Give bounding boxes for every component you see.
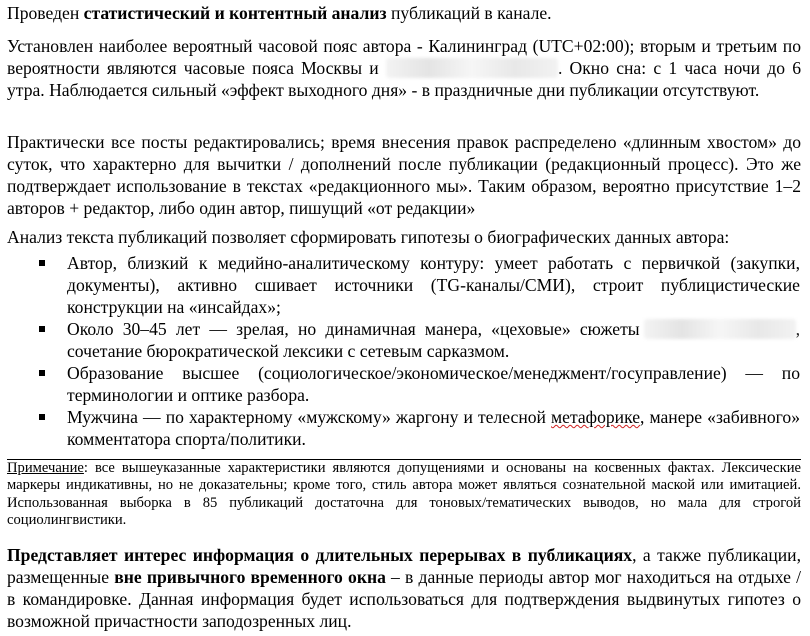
note-paragraph bbox=[7, 460, 801, 530]
list-item bbox=[0, 252, 800, 318]
list-item-text: Автор, близкий к медийно-аналитическому контуру: умеет работать с первичкой (закупки, документы), активно сшивает источники (TG-каналы/СМИ), строит публицистические конструкции на «инсайдах»; bbox=[67, 253, 800, 317]
bullet-square-icon bbox=[39, 326, 45, 332]
timezone-paragraph bbox=[7, 35, 801, 101]
list-item-text: Мужчина — по характерному «мужскому» жаргону и телесной bbox=[67, 407, 552, 427]
hypotheses-intro: Анализ текста публикаций позволяет сформировать гипотезы о биографических данных автора: bbox=[7, 227, 730, 247]
note-label: Примечание bbox=[7, 460, 84, 476]
timezone-text-end: . Окно сна: с 1 часа ночи до 6 утра. Наблюдается сильный «эффект выходного дня» - в праздничные дни публикации отсутствуют. bbox=[7, 58, 802, 100]
list-item-text-end: , сочетание бюрократической лексики с сетевым сарказмом. bbox=[67, 319, 800, 361]
timezone-text-start: Установлен наиболее вероятный часовой пояс автора - Калининград (UTC+02:00); вторым и третьим по вероятности являются часовые пояса Москвы и bbox=[7, 36, 801, 78]
note-text: : все вышеуказанные характеристики являются допущениями и основаны на косвенных фактах. Лексические маркеры индикативны, но не доказательны; кроме того, стиль автора может являться сознательной маской или имитацией. Использованная выборка в 85 публикаций достаточна для тоновых/тематических выводов, но мала для строгой социолингвистики. bbox=[7, 460, 801, 529]
hypotheses-list bbox=[0, 252, 810, 450]
intro-bold-phrase: статистический и контентный анализ bbox=[83, 3, 387, 23]
editing-paragraph: Практически все посты редактировались; время внесения правок распределено «длинным хвостом» до суток, что характерно для вычитки / дополнений после публикации (редакционный процесс). Это же подтверждает использование в текстах «редакционного мы». Таким образом, вероятно присутствие 1–2 авторов + редактор, либо один автор, пишущий «от редакции» bbox=[7, 132, 801, 218]
bullet-square-icon bbox=[39, 260, 45, 266]
bullet-square-icon bbox=[39, 370, 45, 376]
list-item-text: Около 30–45 лет — зрелая, но динамичная манера, «цеховые» сюжеты bbox=[67, 319, 640, 339]
bullet-square-icon bbox=[39, 414, 45, 420]
redacted-blur bbox=[644, 319, 796, 339]
list-item-text-end: , манере «забивного» комментатора спорта/политики. bbox=[67, 407, 800, 449]
list-item bbox=[0, 406, 800, 450]
spellcheck-underlined-word: метафорике bbox=[551, 407, 640, 427]
list-item-text: Образование высшее (социологическое/экономическое/менеджмент/госуправление) — по терминологии и оптике разбора. bbox=[67, 363, 800, 405]
intro-paragraph bbox=[7, 2, 801, 24]
intro-text-start: Проведен bbox=[7, 3, 84, 23]
redacted-blur bbox=[386, 58, 558, 78]
conclusion-bold-1: Представляет интерес информация о длительных перерывах в публикациях bbox=[7, 545, 633, 565]
conclusion-paragraph bbox=[7, 544, 801, 632]
conclusion-text-2: – в данные периоды автор мог находиться на отдыхе / в командировке. Данная информация будет использоваться для подтверждения выдвинутых гипотез о возможной причастности заподозренных лиц. bbox=[7, 567, 801, 631]
list-item bbox=[0, 318, 800, 362]
list-item bbox=[0, 362, 800, 406]
intro-text-end: публикаций в канале. bbox=[386, 3, 552, 23]
conclusion-text-1: , а также публикации, размещенные bbox=[7, 545, 801, 587]
conclusion-bold-2: вне привычного временного окна bbox=[114, 567, 386, 587]
